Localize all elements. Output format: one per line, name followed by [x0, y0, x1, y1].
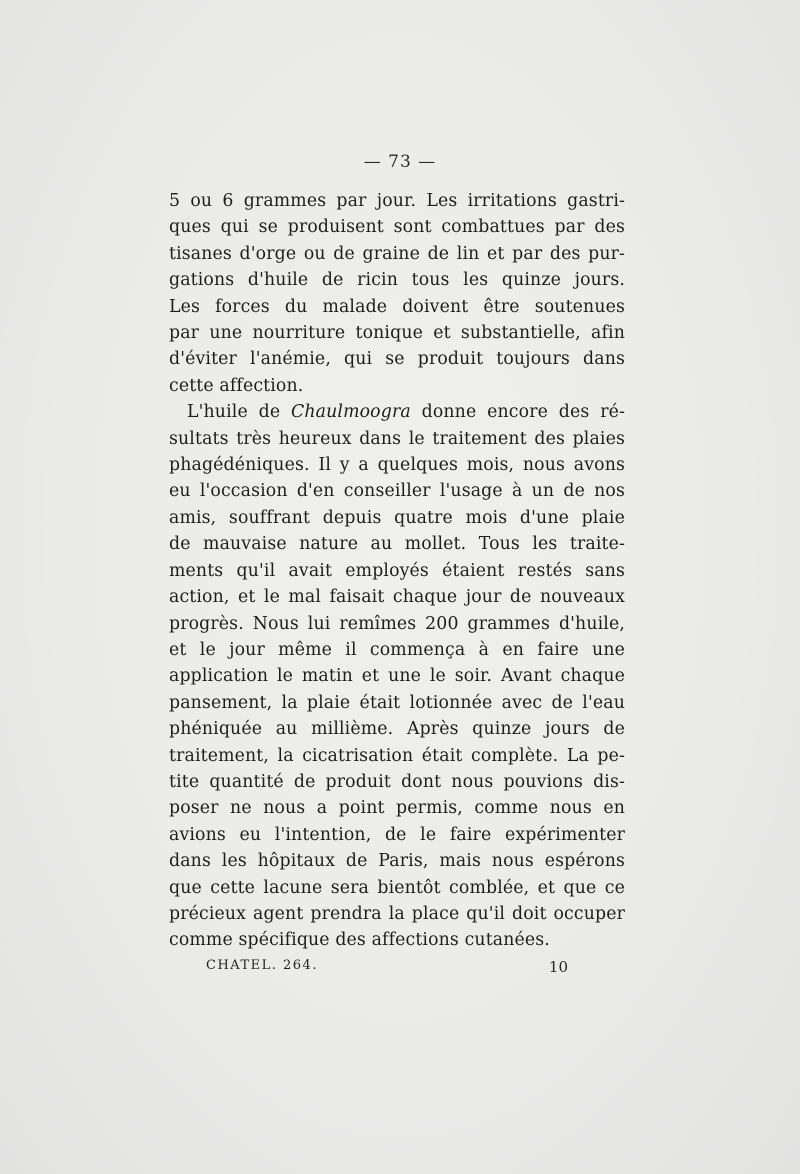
text-line: pansement, la plaie était lotionnée avec de l'eau — [169, 692, 625, 713]
text-line: que cette lacune sera bientôt comblée, et que ce — [169, 877, 625, 898]
text-line — [169, 399, 625, 425]
text-line: ques qui se produisent sont combattues par des — [169, 217, 625, 238]
text-line: sultats très heureux dans le traitement des plaies — [169, 428, 625, 449]
text-line: d'éviter l'anémie, qui se produit toujours dans — [169, 349, 625, 370]
text-line: 5 ou 6 grammes par jour. Les irritations gastri- — [169, 191, 625, 211]
text-line: avions eu l'intention, de le faire expérimenter — [169, 824, 625, 845]
body-text — [169, 188, 625, 954]
page-number: — 73 — — [363, 152, 437, 172]
text-line: traitement, la cicatrisation était complète. La pe- — [169, 745, 625, 766]
text-line: tisanes d'orge ou de graine de lin et par des pur- — [169, 243, 625, 264]
text-line: précieux agent prendra la place qu'il doit occuper — [169, 903, 625, 924]
text-line: poser ne nous a point permis, comme nous en — [169, 798, 625, 819]
text-line: application le matin et une le soir. Avant chaque — [169, 666, 625, 687]
text-line: gations d'huile de ricin tous les quinze jours. — [169, 270, 625, 291]
text-line: et le jour même il commença à en faire une — [169, 639, 625, 660]
text-line: amis, souffrant depuis quatre mois d'une plaie — [169, 507, 625, 528]
text-line: phéniquée au millième. Après quinze jours de — [169, 719, 625, 740]
sheet-number: 10 — [548, 958, 568, 976]
paragraph-2 — [169, 399, 625, 954]
text-line: ments qu'il avait employés étaient restés sans — [169, 560, 625, 581]
text-line: progrès. Nous lui remîmes 200 grammes d'huile, — [169, 613, 625, 634]
paragraph-1 — [169, 188, 625, 399]
text-segment: donne encore des ré- — [410, 402, 625, 423]
plant-name-italic: Chaulmoogra — [291, 402, 411, 423]
text-line: eu l'occasion d'en conseiller l'usage à un de nos — [169, 481, 625, 502]
text-line: tite quantité de produit dont nous pouvions dis- — [169, 771, 625, 792]
text-line: de mauvaise nature au mollet. Tous les traite- — [169, 534, 625, 555]
text-line: par une nourriture tonique et substantielle, afin — [169, 323, 625, 344]
text-line: phagédéniques. Il y a quelques mois, nous avons — [169, 455, 625, 476]
text-segment: L'huile de — [187, 402, 292, 423]
text-line: comme spécifique des affections cutanées. — [169, 930, 550, 951]
printer-signature: CHATEL. 264. — [206, 958, 318, 973]
text-line: cette affection. — [169, 375, 304, 396]
text-line: Les forces du malade doivent être soutenues — [169, 296, 625, 317]
text-line: dans les hôpitaux de Paris, mais nous espérons — [169, 851, 625, 872]
text-line: action, et le mal faisait chaque jour de nouveaux — [169, 587, 625, 608]
